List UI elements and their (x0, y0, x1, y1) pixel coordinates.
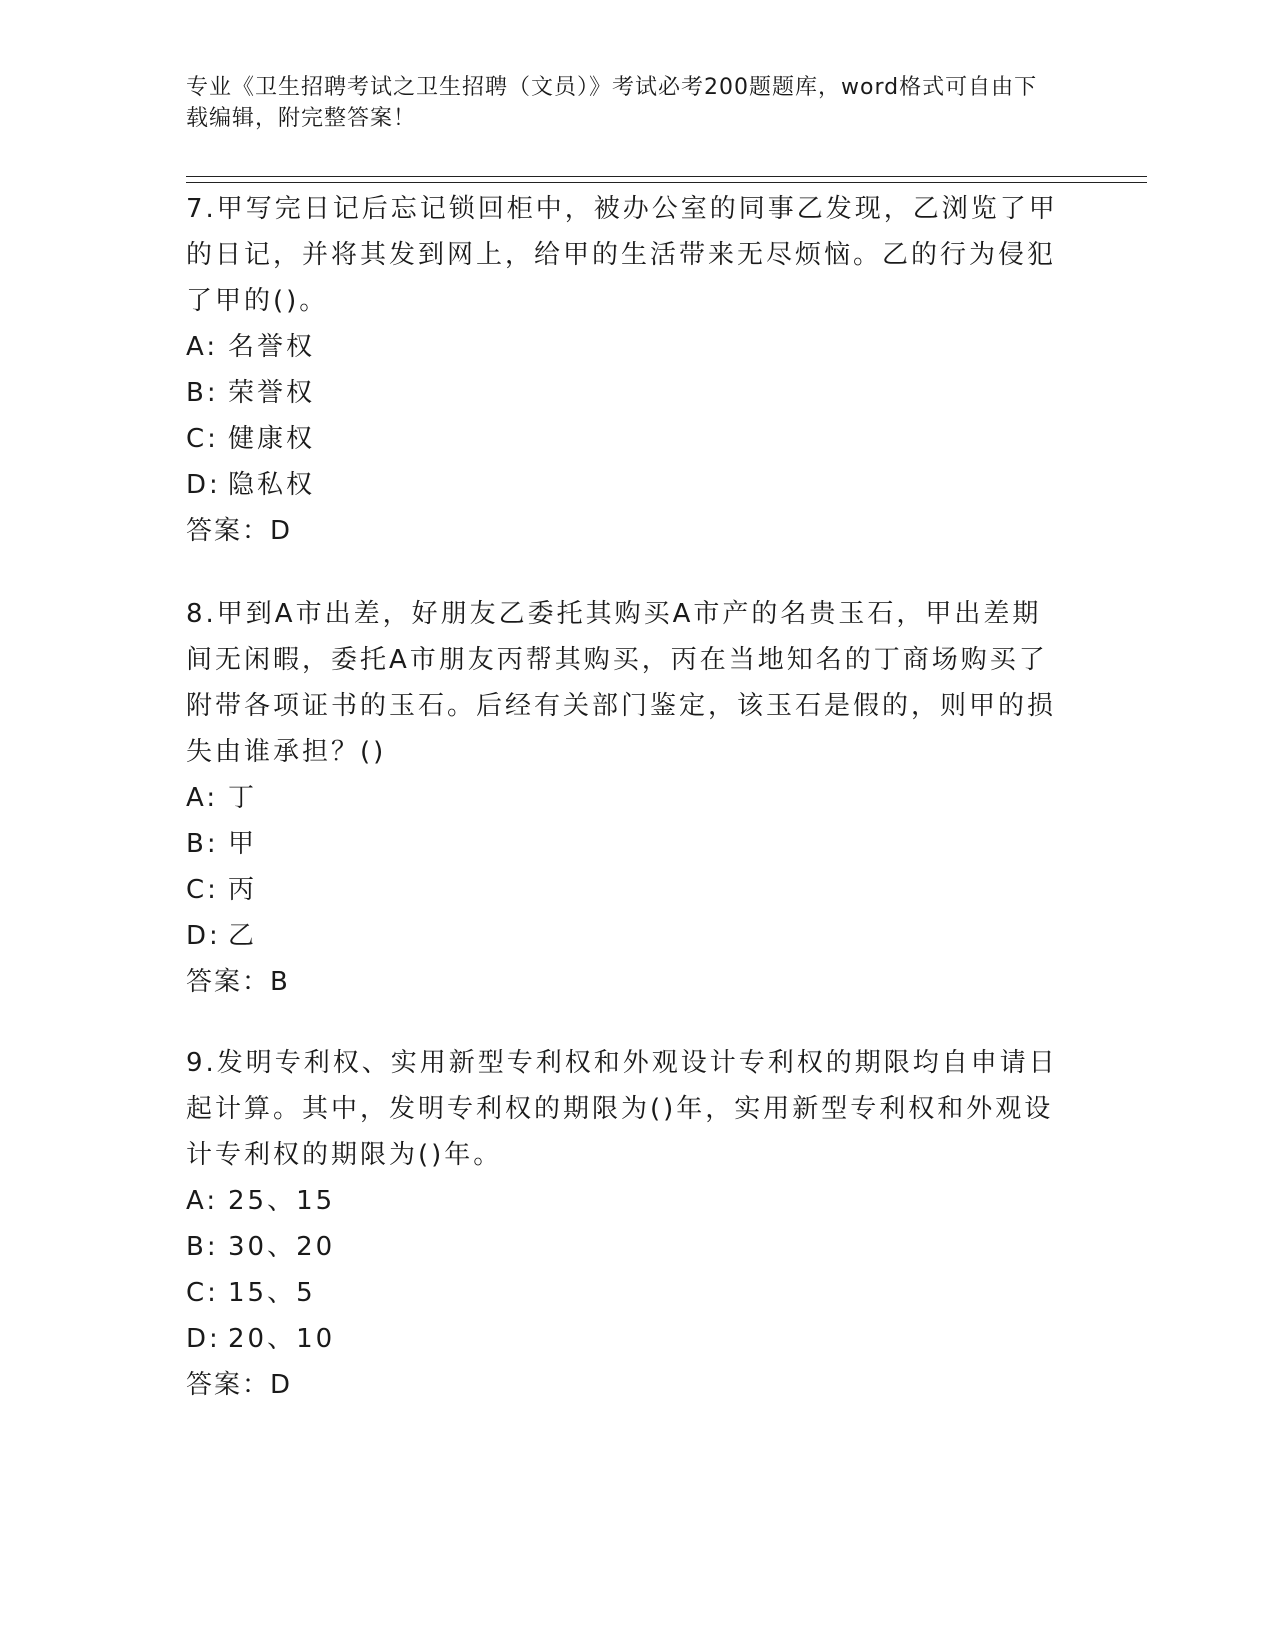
question-stem: 9.发明专利权、实用新型专利权和外观设计专利权的期限均自申请日起计算。其中，发明专利权的期限为()年，实用新型专利权和外观设计专利权的期限为()年。 (186, 1048, 1058, 1170)
option-text: 15、5 (228, 1278, 316, 1308)
option-text: 30、20 (228, 1232, 336, 1262)
option-text: 甲 (228, 829, 258, 859)
option-text: 健康权 (228, 424, 316, 454)
header-double-rule (186, 176, 1147, 183)
option-key: B: (186, 829, 219, 859)
option-text: 隐私权 (228, 470, 316, 500)
option-text: 名誉权 (228, 332, 316, 362)
option-key: D: (186, 921, 221, 951)
question-7 (186, 186, 1066, 554)
option-a (186, 1178, 1066, 1224)
question-8 (186, 591, 1066, 1005)
answer-line: 答案：D (186, 1370, 293, 1400)
option-key: B: (186, 378, 219, 408)
option-key: A: (186, 332, 219, 362)
option-text: 20、10 (228, 1324, 336, 1354)
option-b (186, 821, 1066, 867)
option-key: C: (186, 875, 219, 905)
option-text: 25、15 (228, 1186, 336, 1216)
option-key: C: (186, 1278, 219, 1308)
option-text: 荣誉权 (228, 378, 316, 408)
option-text: 丁 (228, 783, 258, 813)
answer-line: 答案：D (186, 516, 293, 546)
question-stem: 8.甲到A市出差，好朋友乙委托其购买A市产的名贵玉石，甲出差期间无闲暇，委托A市朋友丙帮其购买，丙在当地知名的丁商场购买了附带各项证书的玉石。后经有关部门鉴定，该玉石是假的，则甲的损失由谁承担？() (186, 599, 1057, 767)
option-d (186, 1316, 1066, 1362)
question-stem: 7.甲写完日记后忘记锁回柜中，被办公室的同事乙发现，乙浏览了甲的日记，并将其发到网上，给甲的生活带来无尽烦恼。乙的行为侵犯了甲的()。 (186, 194, 1058, 316)
question-9 (186, 1040, 1066, 1408)
option-c (186, 867, 1066, 913)
option-b (186, 1224, 1066, 1270)
option-key: A: (186, 783, 219, 813)
option-key: A: (186, 1186, 219, 1216)
option-key: C: (186, 424, 219, 454)
option-key: B: (186, 1232, 219, 1262)
option-a (186, 324, 1066, 370)
option-c (186, 1270, 1066, 1316)
document-header: 专业《卫生招聘考试之卫生招聘（文员）》考试必考200题题库，word格式可自由下载编辑，附完整答案！ (186, 75, 1038, 131)
option-b (186, 370, 1066, 416)
answer-line: 答案：B (186, 967, 290, 997)
option-text: 丙 (228, 875, 258, 905)
option-key: D: (186, 470, 221, 500)
option-c (186, 416, 1066, 462)
option-d (186, 462, 1066, 508)
option-d (186, 913, 1066, 959)
option-key: D: (186, 1324, 221, 1354)
option-text: 乙 (228, 921, 258, 951)
option-a (186, 775, 1066, 821)
